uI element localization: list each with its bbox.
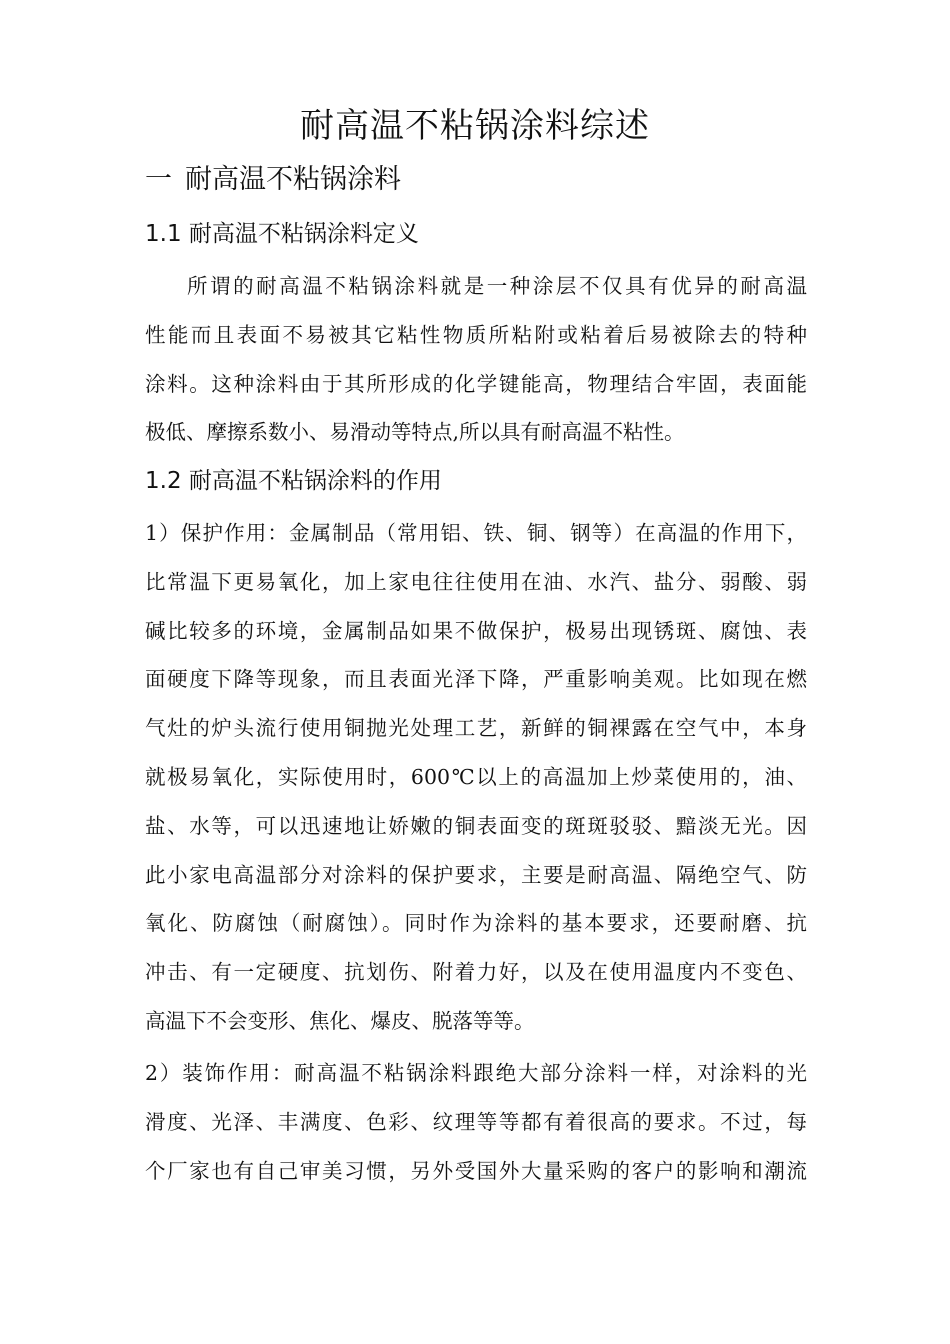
paragraph-line: 面硬度下降等现象，而且表面光泽下降，严重影响美观。比如现在燃 xyxy=(145,667,807,692)
paragraph-line: 此小家电高温部分对涂料的保护要求，主要是耐高温、隔绝空气、防 xyxy=(145,862,807,887)
paragraph-line: 个厂家也有自己审美习惯，另外受国外大量采购的客户的影响和潮流 xyxy=(145,1158,807,1183)
paragraph-line: 涂料。这种涂料由于其所形成的化学键能高，物理结合牢固，表面能 xyxy=(145,371,807,396)
paragraph-line: 氧化、防腐蚀（耐腐蚀）。同时作为涂料的基本要求，还要耐磨、抗 xyxy=(145,911,807,936)
section-title: 耐高温不粘锅涂料 xyxy=(185,164,401,195)
paragraph-line: 高温下不会变形、焦化、爆皮、脱落等等。 xyxy=(145,1008,535,1033)
paragraph-decoration xyxy=(145,1049,807,1195)
subsection-heading-1-2: 1.2 耐高温不粘锅涂料的作用 xyxy=(145,468,442,494)
paragraph-line: 冲击、有一定硬度、抗划伤、附着力好，以及在使用温度内不变色、 xyxy=(145,960,807,985)
paragraph-line: 性能而且表面不易被其它粘性物质所粘附或粘着后易被除去的特种 xyxy=(145,322,807,347)
subsection-heading-1-1: 1.1 耐高温不粘锅涂料定义 xyxy=(145,221,419,247)
paragraph-line: 2）装饰作用：耐高温不粘锅涂料跟绝大部分涂料一样，对涂料的光 xyxy=(145,1061,807,1085)
paragraph-line: 滑度、光泽、丰满度、色彩、纹理等等都有着很高的要求。不过，每 xyxy=(145,1109,807,1134)
paragraph-definition xyxy=(145,262,807,457)
section-number: 一 xyxy=(145,164,172,195)
paragraph-protection xyxy=(145,509,807,1046)
section-heading-1 xyxy=(145,161,401,199)
paragraph-line: 极低、摩擦系数小、易滑动等特点,所以具有耐高温不粘性。 xyxy=(145,420,685,445)
paragraph-line: 比常温下更易氧化，加上家电往往使用在油、水汽、盐分、弱酸、弱 xyxy=(145,569,807,594)
paragraph-line: 1）保护作用：金属制品（常用铝、铁、铜、钢等）在高温的作用下， xyxy=(145,521,807,545)
paragraph-line: 气灶的炉头流行使用铜抛光处理工艺，新鲜的铜裸露在空气中，本身 xyxy=(145,716,807,741)
paragraph-line: 所谓的耐高温不粘锅涂料就是一种涂层不仅具有优异的耐高温 xyxy=(187,274,807,298)
paragraph-line: 就极易氧化，实际使用时，600℃以上的高温加上炒菜使用的，油、 xyxy=(145,764,807,789)
paragraph-line: 碱比较多的环境，金属制品如果不做保护，极易出现锈斑、腐蚀、表 xyxy=(145,618,807,643)
document-title: 耐高温不粘锅涂料综述 xyxy=(300,106,650,146)
paragraph-line: 盐、水等，可以迅速地让娇嫩的铜表面变的斑斑驳驳、黯淡无光。因 xyxy=(145,813,807,838)
